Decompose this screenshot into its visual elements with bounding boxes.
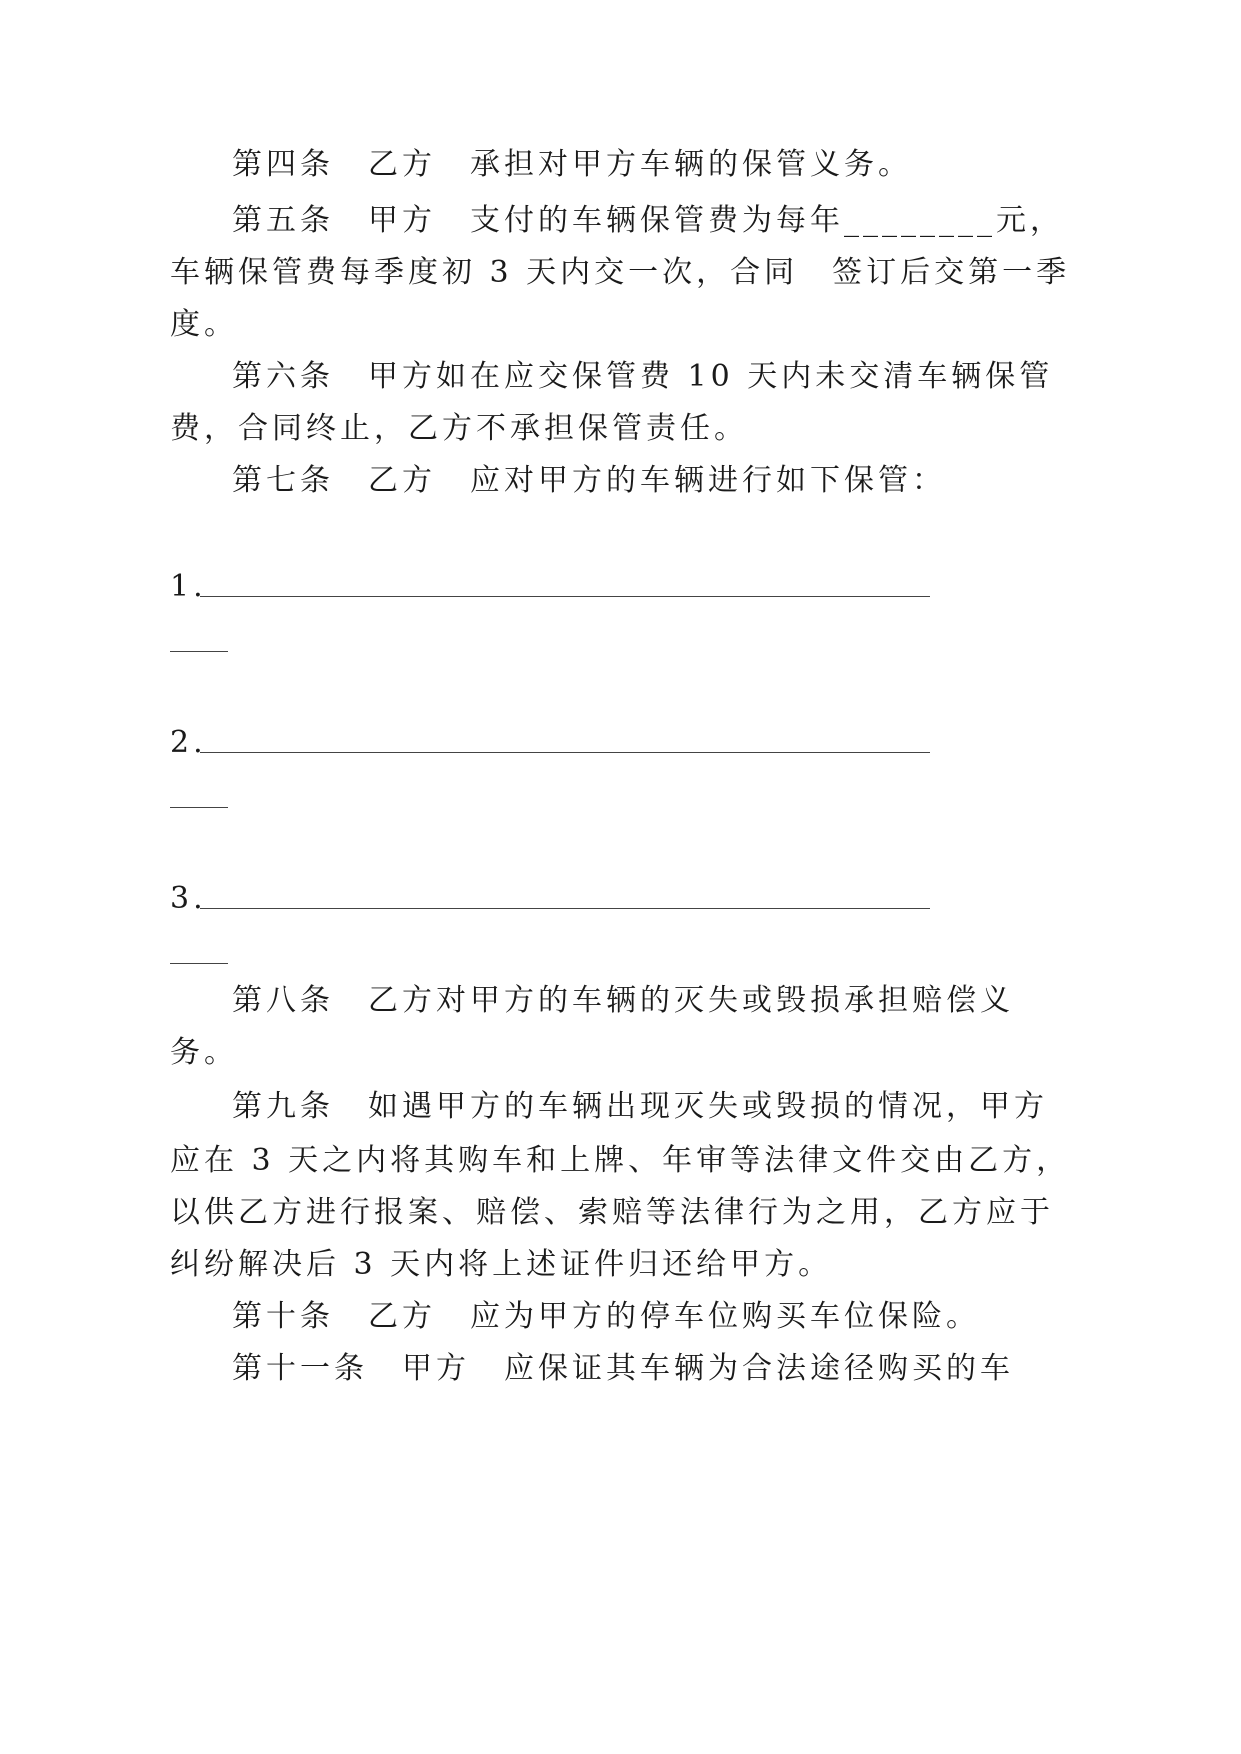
article-9-line-2: 应在 3 天之内将其购车和上牌、年审等法律文件交由乙方，	[170, 1143, 1071, 1178]
item-3-label: 3.	[170, 881, 207, 916]
item-2-blank-line	[200, 752, 930, 753]
item-3-blank-line	[200, 908, 930, 909]
article-9-line-1: 第九条 如遇甲方的车辆出现灭失或毁损的情况，甲方	[232, 1089, 1048, 1124]
article-6-line-1: 第六条 甲方如在应交保管费 10 天内未交清车辆保管	[232, 359, 1054, 394]
article-11-line-1: 第十一条 甲方 应保证其车辆为合法途径购买的车	[232, 1351, 1014, 1386]
article-5-line-1: 第五条 甲方 支付的车辆保管费为每年________元，	[232, 203, 1064, 238]
article-7-line: 第七条 乙方 应对甲方的车辆进行如下保管：	[232, 463, 946, 498]
article-8-line-1: 第八条 乙方对甲方的车辆的灭失或毁损承担赔偿义	[232, 983, 1014, 1018]
article-5-line-2: 车辆保管费每季度初 3 天内交一次，合同 签订后交第一季	[170, 255, 1071, 290]
article-9-line-4: 纠纷解决后 3 天内将上述证件归还给甲方。	[170, 1247, 833, 1282]
item-1-blank-line	[200, 596, 930, 597]
article-8-line-2: 务。	[170, 1035, 238, 1070]
article-5-line-3: 度。	[170, 307, 238, 342]
item-2-label: 2.	[170, 725, 207, 760]
item-1-label: 1.	[170, 569, 207, 604]
article-6-line-2: 费，合同终止，乙方不承担保管责任。	[170, 411, 748, 446]
article-4-line: 第四条 乙方 承担对甲方车辆的保管义务。	[232, 147, 912, 182]
article-9-line-3: 以供乙方进行报案、赔偿、索赔等法律行为之用，乙方应于	[170, 1195, 1054, 1230]
item-1-blank-continuation	[170, 651, 228, 652]
item-2-blank-continuation	[170, 807, 228, 808]
article-10-line: 第十条 乙方 应为甲方的停车位购买车位保险。	[232, 1299, 980, 1334]
item-3-blank-continuation	[170, 963, 228, 964]
